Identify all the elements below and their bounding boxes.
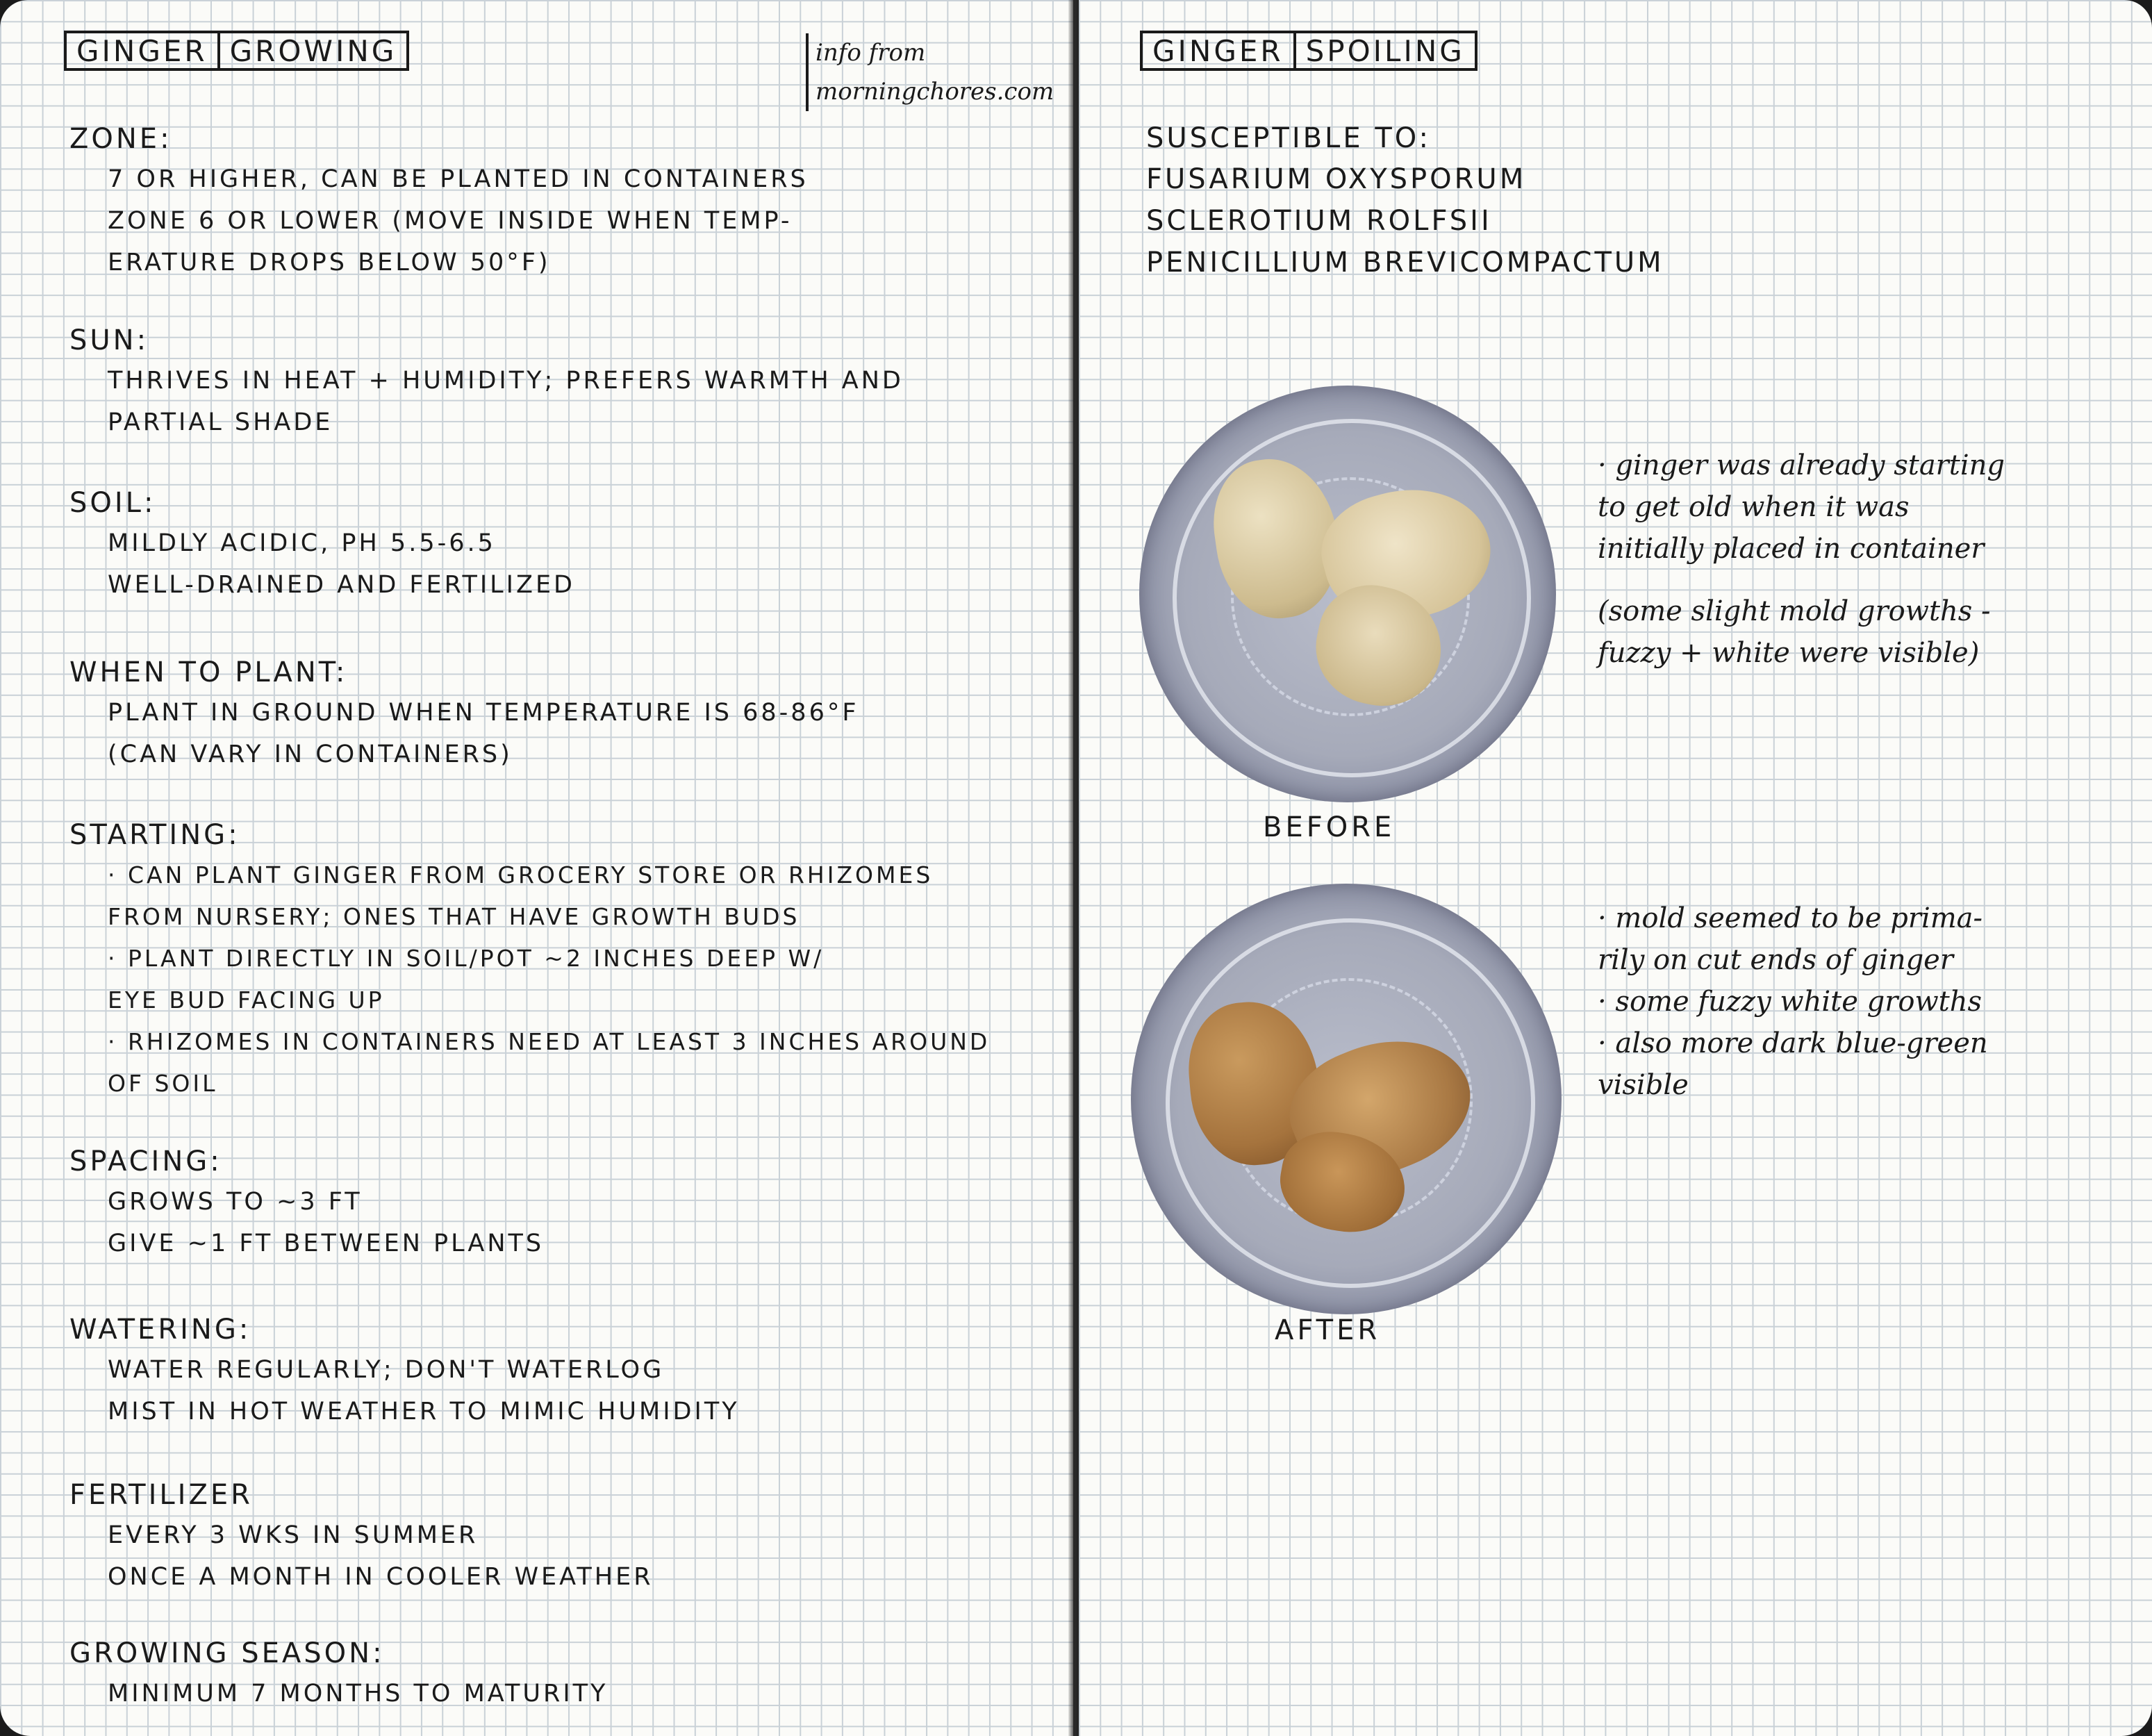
section-heading: GROWING SEASON:	[69, 1637, 385, 1669]
section-line: · RHIZOMES IN CONTAINERS NEED AT LEAST 3 INCHES AROUND	[108, 1028, 991, 1055]
section-line: MILDLY ACIDIC, PH 5.5-6.5	[108, 529, 496, 557]
section-line: MIST IN HOT WEATHER TO MIMIC HUMIDITY	[108, 1398, 740, 1425]
section-heading: SUN:	[69, 324, 149, 356]
note-line: · some fuzzy white growths	[1598, 986, 1983, 1018]
section-line: PLANT IN GROUND WHEN TEMPERATURE IS 68-86°F	[108, 699, 859, 727]
section-fertilizer	[69, 1475, 654, 1598]
section-line: ZONE 6 OR LOWER (MOVE INSIDE WHEN TEMP-	[108, 207, 793, 235]
section-line: GROWS TO ~3 FT	[108, 1188, 363, 1216]
note-line: rily on cut ends of ginger	[1598, 944, 1953, 976]
section-line: GIVE ~1 FT BETWEEN PLANTS	[108, 1230, 545, 1257]
source-note	[806, 33, 1054, 111]
right-page	[1079, 0, 2152, 1736]
susceptible-heading: SUSCEPTIBLE TO:	[1146, 122, 1432, 154]
before-caption: BEFORE	[1263, 811, 1396, 843]
after-photo	[1131, 884, 1562, 1314]
section-watering	[69, 1310, 740, 1432]
section-line: ERATURE DROPS BELOW 50°F)	[108, 249, 551, 276]
pathogen-item: PENICILLIUM BREVICOMPACTUM	[1146, 247, 1664, 279]
section-soil	[69, 483, 575, 606]
title-word-spoiling: SPOILING	[1293, 33, 1475, 68]
note-line: · mold seemed to be prima-	[1598, 902, 1983, 934]
section-line: WELL-DRAINED AND FERTILIZED	[108, 571, 576, 599]
section-sun	[69, 321, 904, 443]
title-word-ginger: GINGER	[1152, 34, 1284, 68]
section-zone	[69, 119, 809, 283]
section-heading: SOIL:	[69, 487, 156, 519]
susceptible-list	[1146, 118, 1664, 283]
section-heading: ZONE:	[69, 123, 172, 155]
section-spacing	[69, 1142, 544, 1264]
section-heading: STARTING:	[69, 819, 240, 851]
note-line: · ginger was already starting	[1598, 449, 2005, 481]
left-page-title	[64, 31, 409, 71]
section-heading: FERTILIZER	[69, 1479, 253, 1511]
note-line: · also more dark blue-green	[1598, 1027, 1988, 1059]
title-word-ginger: GINGER	[76, 34, 208, 68]
section-line: EYE BUD FACING UP	[108, 986, 385, 1014]
source-line: morningchores.com	[816, 78, 1054, 106]
section-heading: SPACING:	[69, 1146, 222, 1177]
right-page-title	[1140, 31, 1478, 71]
section-line: · CAN PLANT GINGER FROM GROCERY STORE OR RHIZOMES	[108, 861, 934, 888]
left-page	[0, 0, 1073, 1736]
after-notes	[1598, 898, 1988, 1106]
after-caption: AFTER	[1275, 1314, 1381, 1346]
section-line: FROM NURSERY; ONES THAT HAVE GROWTH BUDS	[108, 903, 800, 930]
before-photo	[1139, 386, 1556, 802]
section-line: WATER REGULARLY; DON'T WATERLOG	[108, 1356, 665, 1384]
section-line: 7 OR HIGHER, CAN BE PLANTED IN CONTAINERS	[108, 165, 809, 193]
before-notes	[1598, 445, 2005, 674]
section-line: THRIVES IN HEAT + HUMIDITY; PREFERS WARMTH AND	[108, 367, 904, 395]
pathogen-item: FUSARIUM OXYSPORUM	[1146, 163, 1527, 195]
section-line: (CAN VARY IN CONTAINERS)	[108, 741, 513, 768]
section-line: ONCE A MONTH IN COOLER WEATHER	[108, 1563, 654, 1591]
section-line: MINIMUM 7 MONTHS TO MATURITY	[108, 1680, 609, 1708]
note-line: fuzzy + white were visible)	[1598, 637, 1980, 669]
section-line: · PLANT DIRECTLY IN SOIL/POT ~2 INCHES DEEP W/	[108, 945, 825, 972]
section-when-to-plant	[69, 653, 859, 775]
section-starting	[69, 816, 990, 1105]
note-line	[1598, 570, 2005, 590]
pathogen-item: SCLEROTIUM ROLFSII	[1146, 205, 1492, 237]
section-line: EVERY 3 WKS IN SUMMER	[108, 1521, 479, 1549]
source-line: info from	[816, 39, 926, 67]
section-heading: WATERING:	[69, 1314, 251, 1346]
section-heading: WHEN TO PLANT:	[69, 656, 348, 688]
note-line: to get old when it was	[1598, 491, 1910, 523]
note-line: visible	[1598, 1069, 1689, 1101]
section-line: PARTIAL SHADE	[108, 408, 333, 436]
note-line: (some slight mold growths -	[1598, 595, 1991, 627]
section-growing-season	[69, 1634, 608, 1714]
title-word-growing: GROWING	[217, 33, 407, 68]
section-line: OF SOIL	[108, 1070, 218, 1097]
note-line: initially placed in container	[1598, 533, 1985, 565]
